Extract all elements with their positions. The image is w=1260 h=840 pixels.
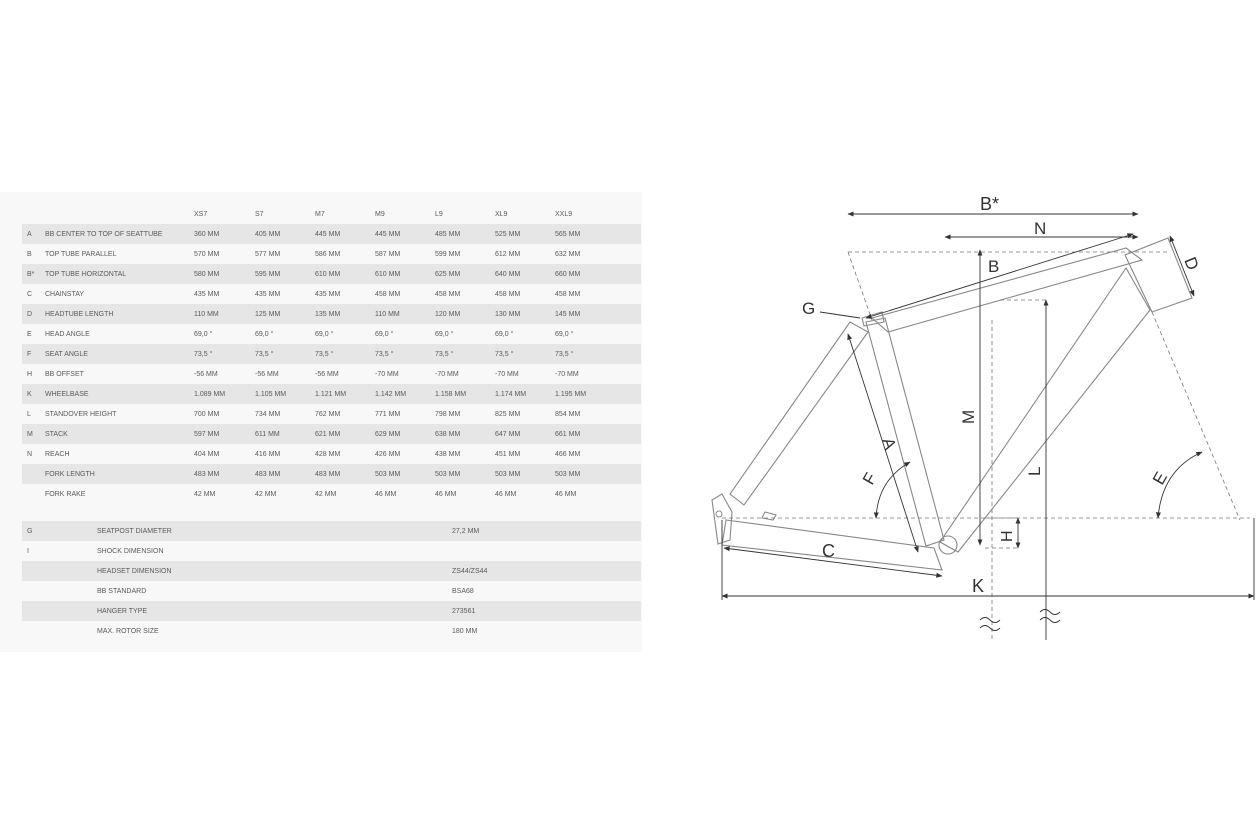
row-value: 1.174 MM (495, 390, 527, 398)
geometry-row (22, 364, 641, 384)
geometry-table (22, 204, 641, 504)
row-value: 73,5 ° (495, 350, 514, 358)
row-value: 120 MM (435, 310, 461, 318)
row-value: 435 MM (315, 290, 341, 298)
row-value: 485 MM (435, 230, 461, 238)
row-value: 445 MM (315, 230, 341, 238)
row-value: 42 MM (255, 490, 277, 498)
geometry-row (22, 484, 641, 504)
row-label: BB CENTER TO TOP OF SEATTUBE (45, 230, 163, 238)
label-n: N (1034, 219, 1047, 238)
row-value: 610 MM (375, 270, 401, 278)
row-label: TOP TUBE HORIZONTAL (45, 270, 127, 278)
row-value: 426 MM (375, 450, 401, 458)
dimension-lines (722, 214, 1254, 640)
row-value: 46 MM (375, 490, 397, 498)
label-k: K (972, 576, 985, 596)
row-value: 73,5 ° (555, 350, 574, 358)
row-value: 503 MM (555, 470, 581, 478)
spec-label: HEADSET DIMENSION (97, 567, 172, 575)
row-label: HEAD ANGLE (45, 330, 90, 338)
row-value: 125 MM (255, 310, 281, 318)
row-value: 854 MM (555, 410, 581, 418)
row-value: 135 MM (315, 310, 341, 318)
row-value: 647 MM (495, 430, 521, 438)
row-value: 458 MM (435, 290, 461, 298)
geometry-row (22, 424, 641, 444)
row-label: SEAT ANGLE (45, 350, 88, 358)
geometry-row (22, 404, 641, 424)
geometry-row (22, 444, 641, 464)
row-value: 466 MM (555, 450, 581, 458)
row-key: K (27, 390, 32, 398)
row-value: 629 MM (375, 430, 401, 438)
row-value: 597 MM (194, 430, 220, 438)
brake-mount (762, 512, 776, 520)
dimension-labels (802, 194, 1203, 596)
row-value: 69,0 ° (495, 330, 514, 338)
row-value: 145 MM (555, 310, 581, 318)
row-key: B* (27, 270, 35, 278)
row-value: 404 MM (194, 450, 220, 458)
label-g: G (802, 299, 816, 318)
size-header-xl9: XL9 (495, 210, 508, 218)
spec-value: ZS44/ZS44 (452, 567, 488, 575)
label-b-star: B* (980, 194, 1000, 214)
row-value: 610 MM (315, 270, 341, 278)
top-tube (872, 248, 1142, 332)
spec-row (22, 601, 641, 621)
row-value: 483 MM (315, 470, 341, 478)
geometry-row (22, 384, 641, 404)
row-key: L (27, 410, 31, 418)
row-value: 587 MM (375, 250, 401, 258)
spec-label: SHOCK DIMENSION (97, 547, 164, 555)
row-value: 586 MM (315, 250, 341, 258)
spec-row (22, 621, 641, 641)
head-tube (1125, 238, 1192, 312)
spec-row (22, 521, 641, 541)
row-label: FORK RAKE (45, 490, 86, 498)
row-value: 69,0 ° (555, 330, 574, 338)
row-key: A (27, 230, 32, 238)
size-header-m7: M7 (315, 210, 325, 218)
row-value: -70 MM (375, 370, 399, 378)
label-m: M (959, 409, 978, 424)
label-header (45, 204, 194, 224)
row-key: C (27, 290, 33, 298)
geometry-row (22, 464, 641, 484)
row-value: 700 MM (194, 410, 220, 418)
spec-row (22, 541, 641, 561)
row-value: 405 MM (255, 230, 281, 238)
row-value: -70 MM (435, 370, 459, 378)
row-value: 110 MM (375, 310, 400, 318)
row-value: 69,0 ° (315, 330, 334, 338)
spec-value: 273561 (452, 607, 476, 615)
row-label: STACK (45, 430, 68, 438)
row-value: 435 MM (255, 290, 281, 298)
row-value: 1.121 MM (315, 390, 347, 398)
geometry-row (22, 264, 641, 284)
row-label: STANDOVER HEIGHT (45, 410, 117, 418)
row-key: B (27, 250, 32, 258)
spec-key (22, 581, 97, 601)
row-value: 577 MM (255, 250, 281, 258)
spec-label: SEATPOST DIAMETER (97, 527, 172, 535)
row-value: 416 MM (255, 450, 281, 458)
row-value: 565 MM (555, 230, 581, 238)
row-value: 483 MM (255, 470, 281, 478)
geometry-row (22, 224, 641, 244)
spec-value: BSA68 (452, 587, 474, 595)
spec-value (452, 541, 641, 561)
dim-g-line (820, 312, 860, 318)
row-value: 660 MM (555, 270, 581, 278)
row-value: 612 MM (495, 250, 521, 258)
row-value: 42 MM (194, 490, 216, 498)
row-label: FORK LENGTH (45, 470, 95, 478)
row-value: 825 MM (495, 410, 521, 418)
row-value: 73,5 ° (255, 350, 274, 358)
row-label: HEADTUBE LENGTH (45, 310, 114, 318)
row-value: 625 MM (435, 270, 461, 278)
row-value: 73,5 ° (194, 350, 213, 358)
row-value: 483 MM (194, 470, 220, 478)
row-value: 458 MM (495, 290, 521, 298)
row-value: -70 MM (495, 370, 519, 378)
bottom-bracket (939, 536, 957, 554)
size-header-row (22, 204, 641, 224)
row-value: 46 MM (495, 490, 517, 498)
bike-frame (712, 238, 1192, 570)
spec-value: 180 MM (452, 627, 478, 635)
frame-geometry-diagram (700, 180, 1260, 660)
label-e: E (1149, 468, 1172, 488)
geometry-row (22, 284, 641, 304)
row-label: BB OFFSET (45, 370, 84, 378)
row-value: 525 MM (495, 230, 521, 238)
label-l: L (1025, 466, 1044, 476)
row-key (22, 484, 45, 504)
geometry-row (22, 244, 641, 264)
label-c: C (822, 541, 835, 561)
row-value: 1.089 MM (194, 390, 226, 398)
row-value: 360 MM (194, 230, 220, 238)
row-value: 73,5 ° (435, 350, 454, 358)
row-value: -56 MM (315, 370, 339, 378)
geometry-panel (0, 192, 642, 652)
spec-key (22, 621, 97, 641)
row-value: 69,0 ° (194, 330, 213, 338)
spec-key (22, 561, 97, 581)
row-value: 640 MM (495, 270, 521, 278)
row-value: 599 MM (435, 250, 461, 258)
row-label: TOP TUBE PARALLEL (45, 250, 117, 258)
row-key: N (27, 450, 33, 458)
row-value: 69,0 ° (255, 330, 274, 338)
spec-value: 27,2 MM (452, 527, 480, 535)
row-value: 130 MM (495, 310, 521, 318)
row-value: 503 MM (375, 470, 401, 478)
row-value: 69,0 ° (435, 330, 454, 338)
row-value: 762 MM (315, 410, 341, 418)
size-header-s7: S7 (255, 210, 264, 218)
geometry-row (22, 324, 641, 344)
spec-key: I (27, 547, 29, 555)
row-value: 435 MM (194, 290, 220, 298)
spec-row (22, 561, 641, 581)
row-value: 46 MM (555, 490, 577, 498)
spec-table (22, 521, 641, 641)
row-key: H (27, 370, 33, 378)
row-label: WHEELBASE (45, 390, 89, 398)
row-value: 73,5 ° (315, 350, 334, 358)
row-value: -70 MM (555, 370, 579, 378)
row-key (22, 464, 45, 484)
row-value: 1.158 MM (435, 390, 467, 398)
geometry-row (22, 344, 641, 364)
row-value: 632 MM (555, 250, 581, 258)
label-b: B (988, 257, 1000, 276)
label-f: F (859, 469, 881, 488)
row-value: 595 MM (255, 270, 281, 278)
row-value: 503 MM (495, 470, 521, 478)
row-value: 570 MM (194, 250, 220, 258)
dim-f-arc (876, 462, 910, 518)
label-h: H (999, 530, 1016, 542)
row-value: 110 MM (194, 310, 219, 318)
row-value: 46 MM (435, 490, 457, 498)
row-value: 580 MM (194, 270, 220, 278)
row-label: REACH (45, 450, 70, 458)
row-value: 798 MM (435, 410, 461, 418)
row-value: 1.142 MM (375, 390, 407, 398)
row-value: 73,5 ° (375, 350, 394, 358)
spec-row (22, 581, 641, 601)
row-value: 69,0 ° (375, 330, 394, 338)
row-key: F (27, 350, 32, 358)
seat-stay (730, 322, 868, 505)
row-value: 638 MM (435, 430, 461, 438)
row-value: 621 MM (315, 430, 341, 438)
label-d: D (1180, 254, 1203, 273)
spec-key: G (27, 527, 33, 535)
row-value: 42 MM (315, 490, 337, 498)
row-value: 734 MM (255, 410, 281, 418)
row-value: 445 MM (375, 230, 401, 238)
size-header-xxl9: XXL9 (555, 210, 573, 218)
size-header-m9: M9 (375, 210, 385, 218)
row-value: 503 MM (435, 470, 461, 478)
label-a: A (878, 435, 900, 453)
row-key: D (27, 310, 33, 318)
row-value: 611 MM (255, 430, 280, 438)
row-value: 428 MM (315, 450, 341, 458)
size-header-xs7: XS7 (194, 210, 208, 218)
row-key: M (27, 430, 33, 438)
row-key: E (27, 330, 32, 338)
row-value: 771 MM (375, 410, 401, 418)
rear-axle (716, 511, 722, 517)
row-value: 438 MM (435, 450, 461, 458)
row-value: -56 MM (194, 370, 218, 378)
row-label: CHAINSTAY (45, 290, 85, 298)
spec-label: BB STANDARD (97, 587, 147, 595)
key-header (22, 204, 45, 224)
row-value: 458 MM (555, 290, 581, 298)
dim-b-line (866, 234, 1133, 318)
row-value: 458 MM (375, 290, 401, 298)
row-value: 1.195 MM (555, 390, 587, 398)
spec-label: MAX. ROTOR SIZE (97, 627, 159, 635)
row-value: 451 MM (495, 450, 521, 458)
row-value: 661 MM (555, 430, 581, 438)
spec-key (22, 601, 97, 621)
geometry-row (22, 304, 641, 324)
size-header-l9: L9 (435, 210, 443, 218)
row-value: 1.105 MM (255, 390, 287, 398)
row-value: -56 MM (255, 370, 279, 378)
spec-label: HANGER TYPE (97, 607, 148, 615)
